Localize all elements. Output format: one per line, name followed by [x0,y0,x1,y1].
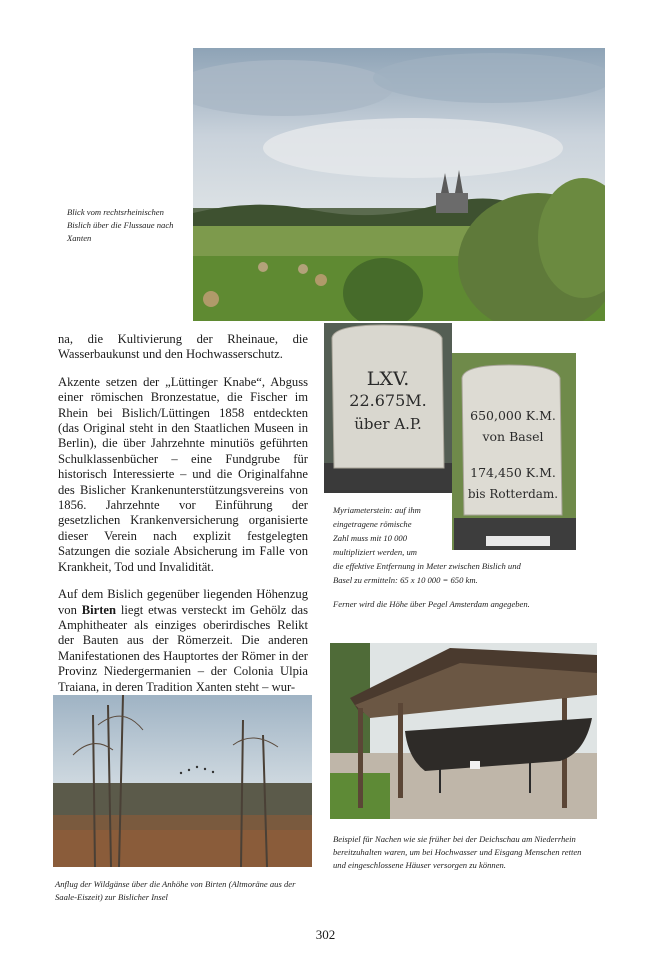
stone-left-line1: LXV. [366,368,410,390]
stone-left-line2: 22.675M. [349,391,427,410]
caption-myriameter-line5: die effektive Entfernung in Meter zwischen Bislich und [333,561,521,571]
caption-wildgaense: Anflug der Wildgänse über die Anhöhe von Birten (Altmoräne aus der Saale-Eiszeit) zur Bislicher Insel [55,879,296,903]
stone-right-line1: 650,000 K.M. [470,408,556,423]
caption-xanten-view: Blick vom rechtsrheinischen Bislich über die Flussaue nach Xanten [67,207,174,244]
xanten-landscape-photo [193,48,605,321]
stone-right-line2: von Basel [482,429,544,444]
stone-right-line4: bis Rotterdam. [467,487,559,501]
caption-myriameter-line4: multipliziert werden, um [333,547,417,557]
body-paragraph-2: Akzente setzen der „Lüttinger Knabe“, Abguss einer römischen Bronzestatue, die Fischer im Rhein bei Bislich/Lüttingen 1858 entdeckten (das Original steht in den Staatlichen Museen in Berlin), die über Jahrzehnte minutiös geführten Schulklassenbücher – eine Fundgrube für historisch Interessierte – und die Originalfahne des Bislicher Krankenunterstützungsvereins von 1856. Jahrzehnte vor Einführung der gesetzlichen Krankenversicherung organisierte dieser Verein nach explizit festgelegten Satzungen die soziale Absicherung im Falle von Krankheit, Tod und Invalidität. [58,374,308,574]
body-text-column [58,332,308,707]
wildgaense-photo [53,695,312,867]
caption-myriameter-line1: Myriameterstein: auf ihm [333,505,421,515]
birten-bold: Birten [81,602,117,617]
caption-myriameter-line2: eingetragene römische [333,519,412,529]
caption-ferner: Ferner wird die Höhe über Pegel Amsterdam angegeben. [333,599,530,609]
stone-right-line3: 174,450 K.M. [470,465,556,480]
caption-myriameter-line6: Basel zu ermitteln: 65 x 10 000 = 650 km. [333,575,478,585]
page-number: 302 [315,927,336,942]
body-paragraph-3: Auf dem Bislich gegenüber liegenden Höhenzug von Birten liegt etwas versteckt im Gehölz das Amphitheater als einziges oberirdisches Relikt der Bauten aus der Römerzeit. Die anderen Manifestationen des Hauptortes der Römer in der Provinz Niedergermanien – der Colonia Ulpia Traiana, in deren Tradition Xanten steht – wur- [58,587,308,694]
caption-nachen: Beispiel für Nachen wie sie früher bei der Deichschau am Niederrhein bereitzuhalten waren, um bei Hochwasser und Eisgang Menschen retten und eingeschlossene Häuser versorgen zu können. [333,834,582,871]
nachen-boat-photo [330,643,597,819]
caption-myriameter-line3: Zahl muss mit 10 000 [333,533,408,543]
body-paragraph-1: na, die Kultivierung der Rheinaue, die Wasserbaukunst und den Hochwasserschutz. [58,332,308,362]
stone-left-line3: über A.P. [354,415,422,433]
